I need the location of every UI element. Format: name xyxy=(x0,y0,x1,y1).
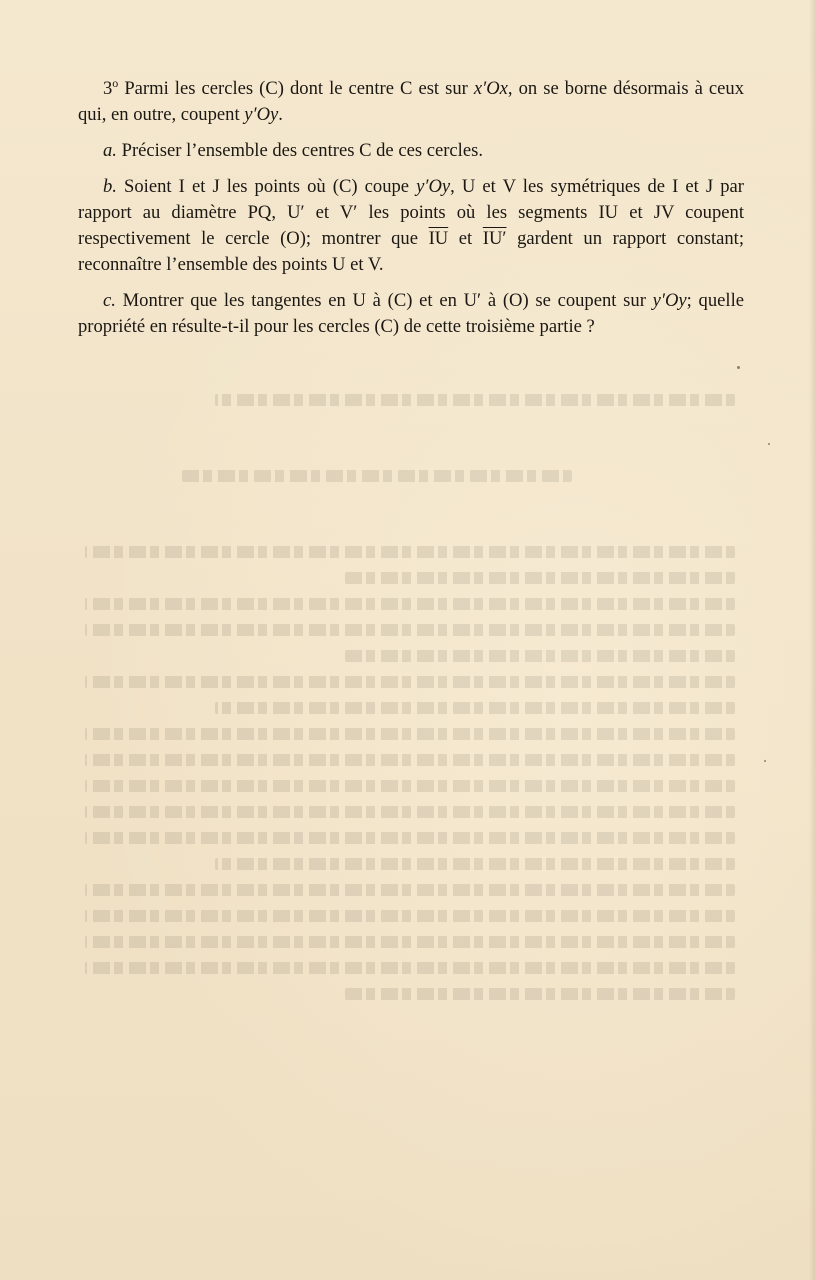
segment-iu: $\overline{IU}$ xyxy=(428,228,449,249)
paragraph-text: Montrer que les tangentes en U à (C) et en U′ à (O) se coupent sur xyxy=(115,290,653,311)
paragraph-text: . xyxy=(278,104,283,125)
paragraph-c xyxy=(78,288,744,340)
page-edge-shadow xyxy=(809,0,815,1280)
axis-y-label: y′Oy xyxy=(652,290,687,311)
paragraph-3 xyxy=(78,76,744,128)
item-label: b. xyxy=(103,176,117,197)
reverse-side-bleed-through xyxy=(85,380,735,1160)
ink-speck xyxy=(768,443,770,445)
axis-y-label: y′Oy xyxy=(416,176,451,197)
ink-speck xyxy=(737,366,740,369)
paragraph-text: et xyxy=(448,228,483,249)
paragraph-text: ; quelle propriété en résulte-t-il pour les cercles (C) de cette troisième partie ? xyxy=(78,290,744,337)
paragraph-text: , on se borne désormais à ceux qui, en outre, coupent xyxy=(78,78,744,125)
item-label: c. xyxy=(103,290,116,311)
paragraph-text: Préciser l’ensemble des centres C de ces cercles. xyxy=(116,140,483,161)
paragraph-text: , U et V les symétriques de I et J par rapport au diamètre PQ, U′ et V′ les points où les segments IU et JV coupent respectivement le cercle (O); montrer que xyxy=(78,176,744,249)
paragraph-text: gardent un rapport constant; reconnaître l’ensemble des points U et V. xyxy=(78,228,745,275)
paragraph-b xyxy=(78,174,744,278)
paragraph-number: 3 xyxy=(103,78,113,99)
item-label: a. xyxy=(103,140,117,161)
document-body xyxy=(78,76,744,350)
paragraph-text: Soient I et J les points où (C) coupe xyxy=(116,176,417,197)
paragraph-a xyxy=(78,138,744,164)
segment-iu-prime: IU′ xyxy=(482,228,507,249)
ordinal-suffix: o xyxy=(112,75,119,90)
axis-y-label: y′Oy xyxy=(244,104,279,125)
paragraph-text: Parmi les cercles (C) dont le centre C est sur xyxy=(118,78,474,99)
axis-x-label: x′Ox xyxy=(473,78,508,99)
ink-speck xyxy=(764,760,766,762)
